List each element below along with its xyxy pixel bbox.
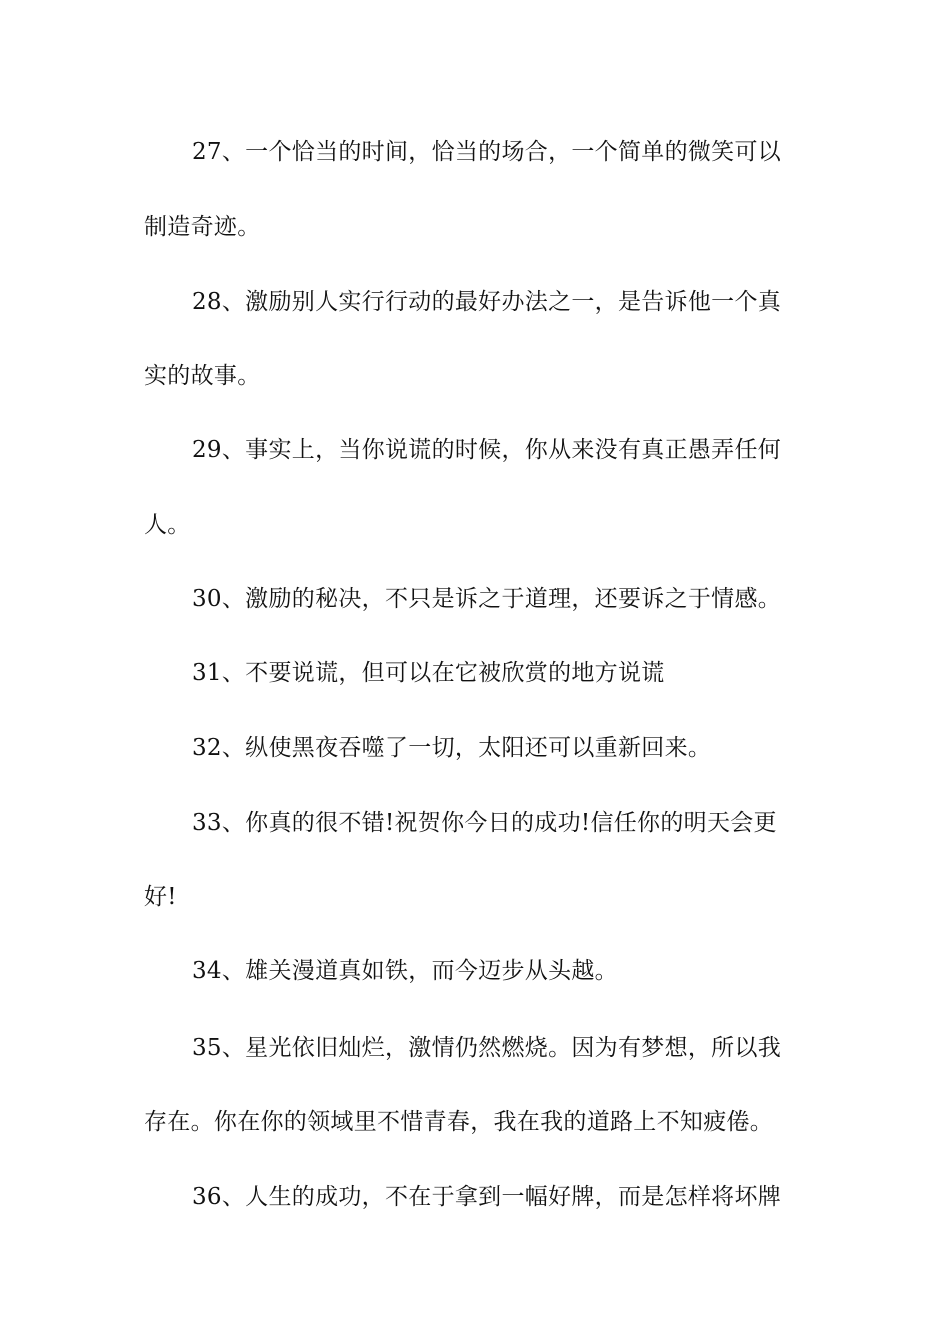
paragraph-27-line-1: 27、一个恰当的时间，恰当的场合，一个简单的微笑可以: [192, 139, 782, 165]
paragraph-31: 31、不要说谎，但可以在它被欣赏的地方说谎: [192, 660, 665, 686]
paragraph-27-line-2: 制造奇迹。: [144, 214, 261, 240]
paragraph-33-line-2: 好!: [144, 884, 177, 910]
paragraph-29-line-2: 人。: [144, 512, 191, 538]
paragraph-29-line-1: 29、事实上，当你说谎的时候，你从来没有真正愚弄任何: [192, 437, 782, 463]
paragraph-28-line-1: 28、激励别人实行行动的最好办法之一，是告诉他一个真: [192, 289, 782, 315]
paragraph-33-line-1: 33、你真的很不错!祝贺你今日的成功!信任你的明天会更: [192, 810, 777, 836]
paragraph-32: 32、纵使黑夜吞噬了一切，太阳还可以重新回来。: [192, 735, 712, 761]
paragraph-28-line-2: 实的故事。: [144, 363, 261, 389]
paragraph-34: 34、雄关漫道真如铁，而今迈步从头越。: [192, 958, 618, 984]
paragraph-30: 30、激励的秘决，不只是诉之于道理，还要诉之于情感。: [192, 586, 782, 612]
paragraph-36-line-1: 36、人生的成功，不在于拿到一幅好牌，而是怎样将坏牌: [192, 1184, 782, 1210]
paragraph-35-line-2: 存在。你在你的领域里不惜青春，我在我的道路上不知疲倦。: [144, 1109, 774, 1135]
paragraph-35-line-1: 35、星光依旧灿烂，激情仍然燃烧。因为有梦想，所以我: [192, 1035, 782, 1061]
